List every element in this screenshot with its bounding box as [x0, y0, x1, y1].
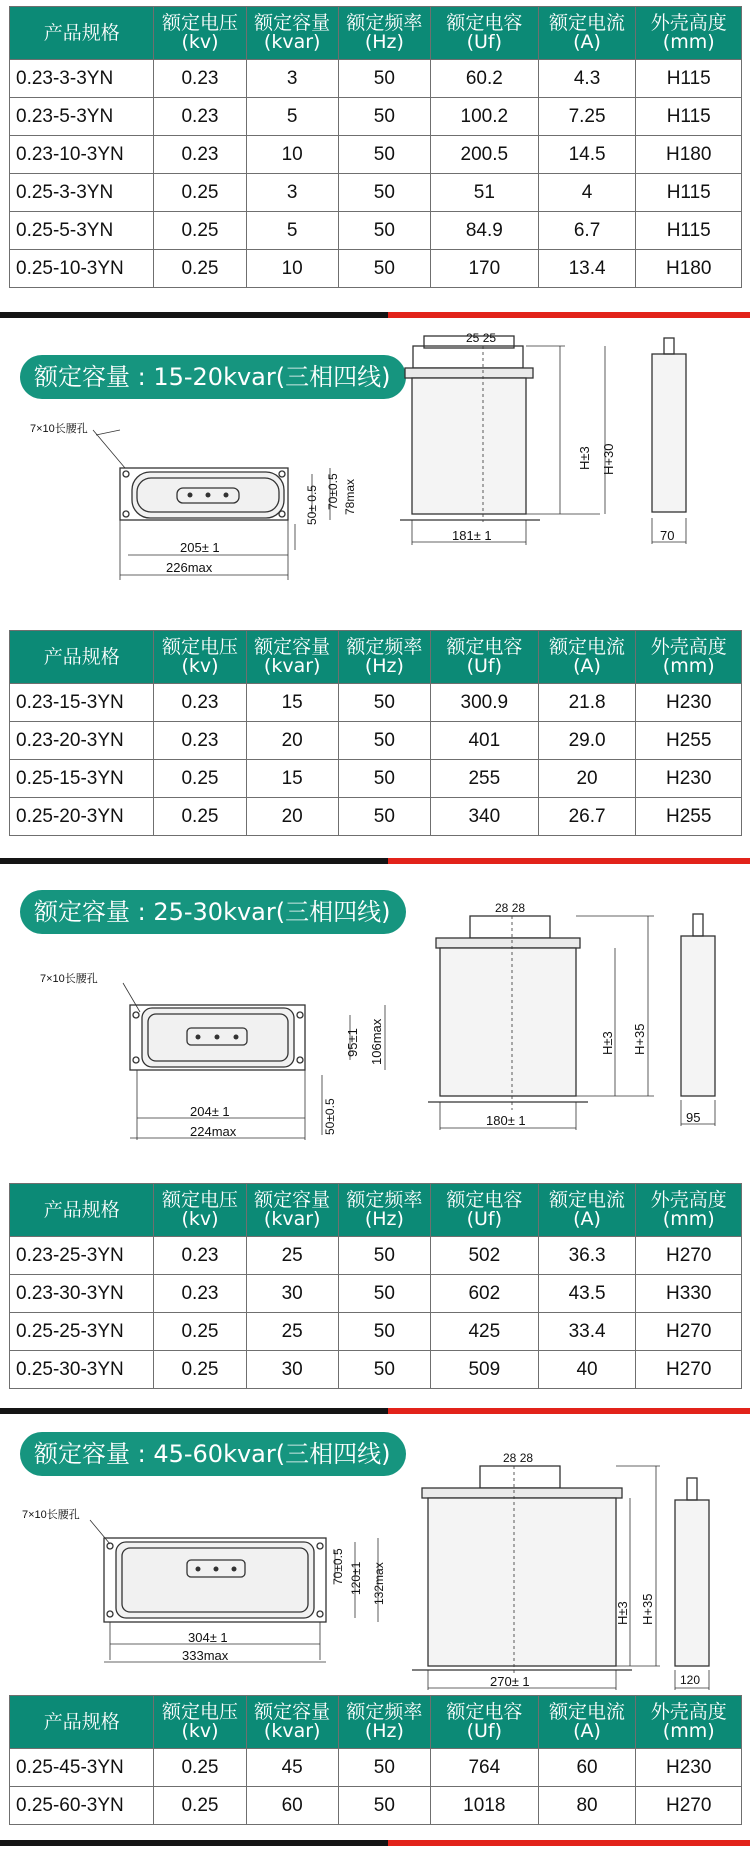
column-header	[246, 1184, 338, 1237]
column-header-text: 额定容量	[254, 636, 331, 658]
column-header-text: 额定电流	[549, 636, 626, 658]
spec-table-15-20kvar	[9, 630, 742, 836]
mount-offset-dim: 50± 0.5	[305, 485, 319, 525]
table-cell: 425	[430, 1313, 538, 1351]
table-row	[10, 60, 742, 98]
table-cell: 0.23-10-3YN	[10, 136, 154, 174]
table-row	[10, 1237, 742, 1275]
table-cell: 602	[430, 1275, 538, 1313]
column-header-text: 额定电容	[446, 636, 523, 658]
column-header	[338, 1696, 430, 1749]
column-header-text: (Hz)	[364, 1720, 404, 1742]
column-header	[636, 7, 742, 60]
column-header	[338, 631, 430, 684]
table-cell: 502	[430, 1237, 538, 1275]
section-divider	[0, 1840, 750, 1846]
table-cell: 0.25-20-3YN	[10, 798, 154, 836]
column-header-text: (kvar)	[263, 1720, 321, 1742]
dimension-drawing-15-20kvar	[0, 331, 750, 580]
table-cell: 0.23	[154, 136, 246, 174]
column-header	[538, 1184, 636, 1237]
section-title-45-60kvar: 额定容量 : 45-60kvar(三相四线)	[20, 1432, 406, 1476]
column-header-text: (kvar)	[263, 31, 321, 53]
table-cell: 50	[338, 136, 430, 174]
column-header-text: (mm)	[662, 1208, 715, 1230]
table-cell: H270	[636, 1351, 742, 1389]
column-header	[538, 7, 636, 60]
table-cell: 4.3	[538, 60, 636, 98]
table-cell: 50	[338, 1787, 430, 1825]
table-row	[10, 136, 742, 174]
table-cell: 0.23	[154, 684, 246, 722]
table-cell: 5	[246, 212, 338, 250]
table-cell: 60.2	[430, 60, 538, 98]
table-cell: 0.25-30-3YN	[10, 1351, 154, 1389]
small-dim: 95±1	[345, 1028, 360, 1057]
table-header-row	[10, 7, 742, 60]
mount-inner-dim: 204± 1	[190, 1104, 230, 1119]
column-header-text: (A)	[573, 31, 601, 53]
mount-inner-dim: 205± 1	[180, 540, 220, 555]
table-cell: 30	[246, 1351, 338, 1389]
column-header-text: (Hz)	[364, 31, 404, 53]
column-header-text: 额定频率	[346, 1701, 423, 1723]
table-cell: H270	[636, 1787, 742, 1825]
table-cell: 0.23-30-3YN	[10, 1275, 154, 1313]
column-header-text: 额定电压	[161, 1701, 238, 1723]
table-cell: 50	[338, 174, 430, 212]
mount-outer-dim: 224max	[190, 1124, 237, 1139]
table-header-row	[10, 1696, 742, 1749]
table-row	[10, 760, 742, 798]
table-cell: 0.25	[154, 212, 246, 250]
table-cell: 36.3	[538, 1237, 636, 1275]
column-header	[10, 1696, 154, 1749]
table-cell: 300.9	[430, 684, 538, 722]
column-header	[430, 7, 538, 60]
table-row	[10, 250, 742, 288]
column-header-text: (Uf)	[466, 1208, 503, 1230]
table-cell: H115	[636, 174, 742, 212]
table-cell: H330	[636, 1275, 742, 1313]
table-cell: 50	[338, 60, 430, 98]
height-dim-a: H±3	[615, 1601, 630, 1625]
column-header	[538, 1696, 636, 1749]
table-cell: 0.25	[154, 1351, 246, 1389]
table-cell: 50	[338, 1313, 430, 1351]
column-header-text: 外壳高度	[650, 636, 727, 658]
column-header	[246, 1696, 338, 1749]
table-cell: H115	[636, 212, 742, 250]
column-header-text: (kv)	[181, 1208, 219, 1230]
table-cell: 255	[430, 760, 538, 798]
table-cell: 50	[338, 212, 430, 250]
large-dim: 78max	[343, 478, 357, 515]
column-header	[430, 1184, 538, 1237]
table-cell: 20	[246, 722, 338, 760]
column-header-text: 产品规格	[43, 21, 120, 44]
column-header	[338, 1184, 430, 1237]
table-cell: 4	[538, 174, 636, 212]
mount-outer-dim: 333max	[182, 1648, 229, 1663]
table-cell: 10	[246, 136, 338, 174]
column-header-text: 额定电压	[161, 1189, 238, 1211]
column-header	[636, 1696, 742, 1749]
table-cell: 20	[538, 760, 636, 798]
table-header-row	[10, 631, 742, 684]
column-header-text: (kv)	[181, 31, 219, 53]
mount-offset-dim: 50±0.5	[323, 1098, 337, 1135]
table-cell: H270	[636, 1313, 742, 1351]
large-dim: 106max	[369, 1018, 384, 1065]
section-divider	[0, 1408, 750, 1414]
column-header	[636, 1184, 742, 1237]
table-cell: 0.23	[154, 1237, 246, 1275]
column-header	[338, 7, 430, 60]
column-header	[246, 631, 338, 684]
table-cell: 43.5	[538, 1275, 636, 1313]
column-header-text: 额定电流	[549, 1701, 626, 1723]
column-header-text: (kv)	[181, 655, 219, 677]
table-cell: 25	[246, 1237, 338, 1275]
table-cell: 0.23-3-3YN	[10, 60, 154, 98]
table-cell: 401	[430, 722, 538, 760]
height-dim-b: H+30	[601, 443, 616, 475]
table-row	[10, 212, 742, 250]
table-cell: 40	[538, 1351, 636, 1389]
terminal-pitch: 28 28	[495, 901, 526, 915]
column-header-text: 外壳高度	[650, 1189, 727, 1211]
table-row	[10, 1351, 742, 1389]
section-title-25-30kvar: 额定容量 : 25-30kvar(三相四线)	[20, 890, 406, 934]
column-header-text: (Hz)	[364, 1208, 404, 1230]
table-cell: 3	[246, 174, 338, 212]
column-header-text: (kv)	[181, 1720, 219, 1742]
table-row	[10, 1749, 742, 1787]
table-row	[10, 98, 742, 136]
table-cell: 50	[338, 1749, 430, 1787]
table-cell: 50	[338, 1237, 430, 1275]
column-header-text: 额定容量	[254, 12, 331, 34]
table-cell: 84.9	[430, 212, 538, 250]
table-cell: 0.23-20-3YN	[10, 722, 154, 760]
table-cell: 6.7	[538, 212, 636, 250]
table-cell: 21.8	[538, 684, 636, 722]
column-header-text: (Uf)	[466, 1720, 503, 1742]
spec-table-3-10kvar	[9, 6, 742, 288]
table-row	[10, 174, 742, 212]
table-cell: 0.23	[154, 60, 246, 98]
column-header-text: 产品规格	[43, 1198, 120, 1221]
small-dim: 120±1	[349, 1561, 363, 1595]
column-header	[246, 7, 338, 60]
column-header-text: (A)	[573, 1208, 601, 1230]
column-header-text: 产品规格	[43, 1710, 120, 1733]
column-header-text: 外壳高度	[650, 12, 727, 34]
table-cell: H230	[636, 684, 742, 722]
column-header	[538, 631, 636, 684]
column-header-text: (A)	[573, 1720, 601, 1742]
column-header	[430, 631, 538, 684]
spec-table-25-30kvar	[9, 1183, 742, 1389]
table-cell: 20	[246, 798, 338, 836]
table-cell: 0.25	[154, 1749, 246, 1787]
table-cell: 0.25	[154, 1787, 246, 1825]
extra-dim: 70±0.5	[331, 1548, 345, 1585]
table-cell: 7.25	[538, 98, 636, 136]
table-cell: 50	[338, 760, 430, 798]
table-cell: 26.7	[538, 798, 636, 836]
column-header-text: 额定频率	[346, 1189, 423, 1211]
column-header	[154, 7, 246, 60]
column-header-text: 额定电容	[446, 12, 523, 34]
large-dim: 132max	[372, 1562, 386, 1605]
table-cell: 170	[430, 250, 538, 288]
mount-inner-dim: 304± 1	[188, 1630, 228, 1645]
table-cell: 15	[246, 684, 338, 722]
terminal-pitch: 28 28	[503, 1451, 534, 1465]
column-header-text: 额定电压	[161, 636, 238, 658]
mount-outer-dim: 226max	[166, 560, 213, 575]
table-cell: 0.25-25-3YN	[10, 1313, 154, 1351]
table-cell: H230	[636, 760, 742, 798]
depth-dim: 70	[660, 528, 675, 543]
column-header-text: (mm)	[662, 655, 715, 677]
table-cell: 0.25	[154, 1313, 246, 1351]
column-header-text: 额定容量	[254, 1701, 331, 1723]
hole-label: 7×10长腰孔	[22, 1509, 80, 1521]
table-cell: 80	[538, 1787, 636, 1825]
table-cell: 13.4	[538, 250, 636, 288]
column-header-text: 额定电压	[161, 12, 238, 34]
table-cell: H180	[636, 136, 742, 174]
depth-dim: 120	[680, 1673, 701, 1687]
height-dim-b: H+35	[632, 1023, 647, 1055]
table-row	[10, 1787, 742, 1825]
table-cell: 0.23-5-3YN	[10, 98, 154, 136]
section-divider	[0, 858, 750, 864]
table-cell: 0.23	[154, 722, 246, 760]
height-dim-b: H+35	[640, 1593, 655, 1625]
body-width-dim: 180± 1	[486, 1113, 526, 1128]
column-header-text: (Uf)	[466, 655, 503, 677]
table-cell: 45	[246, 1749, 338, 1787]
column-header	[10, 631, 154, 684]
table-cell: 0.25-15-3YN	[10, 760, 154, 798]
column-header-text: 额定电容	[446, 1189, 523, 1211]
table-cell: 50	[338, 798, 430, 836]
table-cell: H270	[636, 1237, 742, 1275]
table-cell: 0.23	[154, 1275, 246, 1313]
column-header-text: 额定频率	[346, 636, 423, 658]
column-header-text: (mm)	[662, 31, 715, 53]
table-cell: 0.25-10-3YN	[10, 250, 154, 288]
table-cell: 1018	[430, 1787, 538, 1825]
table-cell: 29.0	[538, 722, 636, 760]
table-cell: 50	[338, 1351, 430, 1389]
height-dim-a: H±3	[577, 446, 592, 470]
table-cell: 50	[338, 98, 430, 136]
column-header-text: (kvar)	[263, 1208, 321, 1230]
table-cell: H230	[636, 1749, 742, 1787]
table-cell: 51	[430, 174, 538, 212]
table-cell: 60	[538, 1749, 636, 1787]
hole-label: 7×10长腰孔	[30, 423, 88, 435]
column-header-text: 额定频率	[346, 12, 423, 34]
table-cell: 0.23-15-3YN	[10, 684, 154, 722]
column-header-text: (mm)	[662, 1720, 715, 1742]
table-cell: H115	[636, 98, 742, 136]
column-header	[430, 1696, 538, 1749]
table-row	[10, 1313, 742, 1351]
column-header-text: 额定电容	[446, 1701, 523, 1723]
table-row	[10, 798, 742, 836]
column-header	[154, 1184, 246, 1237]
table-cell: 15	[246, 760, 338, 798]
table-cell: 0.25	[154, 250, 246, 288]
table-cell: 30	[246, 1275, 338, 1313]
table-cell: 10	[246, 250, 338, 288]
column-header-text: 产品规格	[43, 645, 120, 668]
small-dim: 70±0.5	[326, 473, 340, 510]
column-header-text: (Hz)	[364, 655, 404, 677]
table-cell: 60	[246, 1787, 338, 1825]
column-header	[10, 1184, 154, 1237]
table-cell: 509	[430, 1351, 538, 1389]
column-header-text: 外壳高度	[650, 1701, 727, 1723]
table-cell: H180	[636, 250, 742, 288]
column-header-text: 额定容量	[254, 1189, 331, 1211]
table-cell: 0.25-45-3YN	[10, 1749, 154, 1787]
section-title-15-20kvar: 额定容量 : 15-20kvar(三相四线)	[20, 355, 406, 399]
terminal-pitch: 25 25	[466, 331, 497, 345]
table-header-row	[10, 1184, 742, 1237]
table-cell: 764	[430, 1749, 538, 1787]
column-header	[636, 631, 742, 684]
table-cell: 0.25	[154, 798, 246, 836]
table-cell: 0.25-3-3YN	[10, 174, 154, 212]
column-header-text: (Uf)	[466, 31, 503, 53]
table-cell: 50	[338, 722, 430, 760]
table-cell: 50	[338, 1275, 430, 1313]
table-cell: H255	[636, 722, 742, 760]
table-cell: 340	[430, 798, 538, 836]
table-cell: 200.5	[430, 136, 538, 174]
table-cell: 100.2	[430, 98, 538, 136]
body-width-dim: 181± 1	[452, 528, 492, 543]
table-cell: 0.23	[154, 98, 246, 136]
table-cell: 0.25-5-3YN	[10, 212, 154, 250]
body-width-dim: 270± 1	[490, 1674, 530, 1689]
column-header-text: 额定电流	[549, 12, 626, 34]
column-header-text: (kvar)	[263, 655, 321, 677]
column-header-text: 额定电流	[549, 1189, 626, 1211]
table-cell: H115	[636, 60, 742, 98]
table-row	[10, 1275, 742, 1313]
table-row	[10, 722, 742, 760]
table-cell: 50	[338, 684, 430, 722]
table-cell: 0.25	[154, 174, 246, 212]
table-row	[10, 684, 742, 722]
column-header	[154, 631, 246, 684]
column-header-text: (A)	[573, 655, 601, 677]
table-cell: 0.25	[154, 760, 246, 798]
spec-table-45-60kvar	[9, 1695, 742, 1825]
column-header	[154, 1696, 246, 1749]
section-divider	[0, 312, 750, 318]
table-cell: 5	[246, 98, 338, 136]
depth-dim: 95	[686, 1110, 701, 1125]
table-cell: 3	[246, 60, 338, 98]
hole-label: 7×10长腰孔	[40, 973, 98, 985]
table-cell: 14.5	[538, 136, 636, 174]
table-cell: H255	[636, 798, 742, 836]
table-cell: 25	[246, 1313, 338, 1351]
height-dim-a: H±3	[600, 1031, 615, 1055]
table-cell: 50	[338, 250, 430, 288]
column-header	[10, 7, 154, 60]
table-cell: 0.23-25-3YN	[10, 1237, 154, 1275]
table-cell: 0.25-60-3YN	[10, 1787, 154, 1825]
table-cell: 33.4	[538, 1313, 636, 1351]
